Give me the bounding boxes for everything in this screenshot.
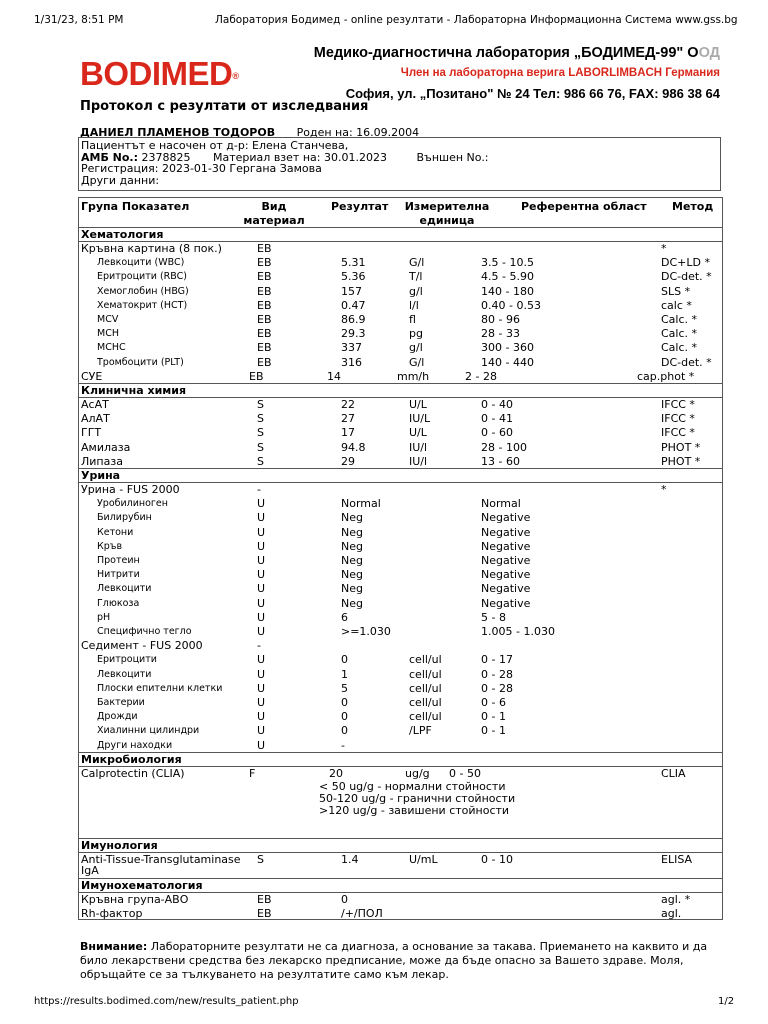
patient-birthdate: Роден на: 16.09.2004 (296, 126, 420, 139)
reference-range: Negative (481, 582, 531, 596)
unit: ug/g (405, 766, 430, 780)
unit: G/l (409, 256, 425, 270)
material-type: U (257, 511, 266, 525)
reference-range: Negative (481, 596, 531, 610)
result-value: 27 (341, 412, 355, 426)
result-value: 14 (327, 369, 341, 383)
unit: g/l (409, 284, 423, 298)
result-value: 0 (341, 696, 348, 709)
results-table (78, 197, 723, 920)
test-name: АлАТ (81, 412, 110, 426)
test-name: Еритроцити (97, 654, 157, 666)
material-type: U (257, 653, 266, 667)
test-name: ГГТ (81, 426, 102, 440)
test-name: Тромбоцити (PLT) (97, 356, 184, 368)
col-header-type: Вид материал (243, 200, 305, 227)
warning-note (80, 940, 725, 982)
result-value: 94.8 (341, 440, 366, 454)
header-divider (79, 227, 722, 228)
material-type: U (257, 724, 266, 738)
material-type: EB (257, 242, 272, 255)
unit: U/L (409, 426, 427, 440)
reference-range: 2 - 28 (465, 369, 497, 383)
lab-header (314, 44, 720, 103)
method: Calc. * (661, 313, 698, 326)
reference-range: 140 - 180 (481, 284, 534, 298)
test-name: Плоски епителни клетки (97, 682, 223, 694)
reference-range: 5 - 8 (481, 610, 506, 624)
material-type: U (257, 738, 266, 752)
result-value: 29.3 (341, 327, 366, 341)
reference-range: 28 - 100 (481, 440, 527, 454)
test-name: Нитрити (97, 569, 140, 581)
result-value: - (341, 738, 345, 752)
result-value: /+/ПОЛ (341, 907, 383, 921)
amb-label: АМБ No.: (81, 150, 139, 164)
material-type: S (257, 426, 264, 440)
other-data: Други данни: (81, 173, 160, 187)
section-divider (79, 397, 722, 398)
material-type: U (257, 568, 266, 582)
result-value: 86.9 (341, 313, 366, 326)
unit: IU/l (409, 454, 428, 468)
material-type: EB (249, 369, 264, 383)
section-title: Хематология (81, 228, 164, 241)
result-value: 17 (341, 426, 355, 440)
material-type: - (257, 639, 261, 653)
method: CLIA (661, 766, 686, 780)
test-name: Липаза (81, 454, 123, 468)
unit: IU/l (409, 440, 428, 454)
test-name: Глюкоза (97, 597, 140, 609)
col-header-group: Група Показател (81, 200, 190, 213)
method: calc * (661, 298, 692, 312)
patient-name: ДАНИЕЛ ПЛАМЕНОВ ТОДОРОВ (80, 126, 276, 139)
reference-range: 0 - 17 (481, 653, 513, 667)
sample-date: Материал взет на: 30.01.2023 (213, 150, 387, 164)
test-name: Бактерии (97, 697, 145, 708)
unit: cell/ul (409, 681, 442, 695)
reference-range: 0 - 50 (449, 766, 481, 780)
material-type: F (249, 766, 256, 780)
unit: cell/ul (409, 653, 442, 667)
test-name: Левкоцити (WBC) (97, 257, 185, 269)
lab-name: Медико-диагностична лаборатория „БОДИМЕД-99" ООД (313, 45, 720, 61)
external-no: Външен No.: (416, 150, 489, 164)
test-name: Calprotectin (CLIA) (81, 766, 185, 780)
test-name: Левкоцити (97, 668, 152, 680)
test-name: MCHC (97, 342, 126, 354)
result-value: Neg (341, 511, 363, 525)
material-type: U (257, 554, 266, 567)
logo-text: BODIMED (80, 55, 233, 92)
reference-range: Negative (481, 539, 531, 553)
test-name: Амилаза (81, 440, 131, 454)
col-header-result: Резултат (331, 200, 389, 213)
method: cap.phot * (637, 369, 695, 383)
col-header-ref: Референтна област (521, 200, 647, 213)
result-value: 5.31 (341, 256, 366, 270)
result-value: 0 (341, 893, 348, 906)
result-value: Neg (341, 525, 363, 539)
reference-range: 0 - 41 (481, 412, 513, 426)
material-type: EB (257, 341, 272, 355)
result-value: Neg (341, 568, 363, 582)
method: Calc. * (661, 341, 698, 355)
test-name: Седимент - FUS 2000 (81, 639, 203, 653)
test-name: Еритроцити (RBC) (97, 271, 187, 283)
material-type: EB (257, 284, 272, 298)
material-type: U (257, 582, 266, 596)
material-type: S (257, 412, 264, 426)
warning-label: Внимание: (80, 940, 148, 953)
material-type: U (257, 525, 266, 539)
reference-range: 0 - 28 (481, 667, 513, 681)
reference-range: 13 - 60 (481, 454, 520, 468)
result-value: 1.4 (341, 853, 359, 866)
method: agl. (661, 907, 682, 921)
warning-text: Лабораторните резултати не са диагноза, а основание за такава. Приемането на каквито и да било лекарствени средства без лекарско предписание, може да бъде опасно за Вашето здраве. Моля, обръщайте се за тълкуването на резултатите само към лекар. (80, 940, 708, 981)
test-name: Кръвна картина (8 пок.) (81, 242, 222, 255)
print-page-number: 1/2 (718, 996, 735, 1007)
test-name: Anti-Tissue-Transglutaminase (81, 853, 241, 866)
material-type: - (257, 483, 261, 496)
reference-range: 3.5 - 10.5 (481, 256, 534, 270)
material-type: S (257, 440, 264, 454)
col-header-method: Метод (672, 200, 714, 213)
test-name: Специфично тегло (97, 626, 192, 637)
test-name: Протеин (97, 555, 140, 566)
test-name: Левкоцити (97, 583, 152, 595)
method: IFCC * (661, 412, 695, 426)
result-value: 1 (341, 667, 348, 681)
material-type: EB (257, 256, 272, 270)
section-divider (79, 838, 722, 839)
material-type: EB (257, 355, 272, 369)
result-value: Neg (341, 582, 363, 596)
unit: cell/ul (409, 710, 442, 724)
result-value: 6 (341, 610, 348, 624)
unit: l/l (409, 298, 419, 312)
protocol-title: Протокол с резултати от изследвания (80, 99, 369, 114)
result-value: 337 (341, 341, 362, 355)
reference-range: 0.40 - 0.53 (481, 298, 541, 312)
test-name: Урина - FUS 2000 (81, 483, 180, 496)
test-name: Кръв (97, 540, 123, 552)
test-name: Дрожди (97, 711, 138, 723)
test-name: MCH (97, 328, 119, 340)
lab-address: София, ул. „Позитано" № 24 Тел: 986 66 76, FAX: 986 38 64 (345, 86, 720, 101)
material-type: U (257, 667, 266, 681)
registration: Регистрация: 2023-01-30 Гергана Замова (81, 162, 322, 175)
material-type: U (257, 710, 266, 724)
unit: cell/ul (409, 667, 442, 681)
print-datetime: 1/31/23, 8:51 PM (34, 14, 124, 26)
result-value: Neg (341, 554, 363, 567)
unit: pg (409, 327, 423, 341)
reference-range: Negative (481, 568, 531, 582)
result-value: 157 (341, 284, 362, 298)
material-type: S (257, 398, 264, 411)
reference-range: Negative (481, 525, 531, 539)
section-title: Имунохематология (81, 879, 203, 892)
material-type: U (257, 681, 266, 695)
reference-range: 28 - 33 (481, 327, 520, 341)
result-value: 20 (329, 766, 343, 780)
result-value: Normal (341, 497, 381, 511)
result-value: >=1.030 (341, 625, 391, 638)
test-name: Кръвна група-АВО (81, 893, 189, 906)
result-value: 0 (341, 653, 348, 667)
test-name: Уробилиноген (97, 498, 168, 510)
test-name: АсАТ (81, 398, 109, 411)
reference-range: Negative (481, 554, 531, 567)
method: * (661, 242, 667, 255)
method: * (661, 483, 667, 496)
result-value: 5 (341, 681, 348, 695)
reference-range: 0 - 1 (481, 724, 506, 738)
reference-range: 300 - 360 (481, 341, 534, 355)
result-value: 0.47 (341, 298, 366, 312)
unit: T/l (409, 270, 423, 284)
material-type: EB (257, 907, 272, 921)
reference-range: 140 - 440 (481, 355, 534, 369)
result-value: 0 (341, 724, 348, 738)
reference-range: Normal (481, 497, 521, 511)
method: agl. * (661, 893, 691, 906)
amb-number: 2378825 (141, 150, 191, 164)
material-type: U (257, 596, 266, 610)
reference-range: 0 - 28 (481, 681, 513, 695)
result-value: Neg (341, 539, 363, 553)
method: ELISA (661, 853, 693, 866)
lab-member-line: Член на лабораторна верига LABORLIMBACH Германия (400, 67, 720, 79)
material-type: U (257, 539, 266, 553)
reference-range: 0 - 60 (481, 426, 513, 440)
print-page-title: Лаборатория Бодимед - online резултати - Лабораторна Информационна Система www.gss.bg (215, 14, 738, 26)
method: PHOT * (661, 454, 701, 468)
unit: U/mL (409, 853, 438, 866)
section-title: Микробиология (81, 752, 182, 766)
method: DC+LD * (661, 256, 710, 270)
unit: g/l (409, 341, 423, 355)
patient-info-box (78, 137, 721, 191)
method: Calc. * (661, 327, 698, 341)
test-name: Кетони (97, 526, 134, 538)
material-type: EB (257, 327, 272, 341)
material-type: EB (257, 298, 272, 312)
test-name-cont: IgA (81, 864, 99, 877)
unit: fl (409, 313, 416, 326)
material-type: EB (257, 270, 272, 284)
test-name: Билирубин (97, 512, 152, 524)
reference-range: 80 - 96 (481, 313, 520, 326)
test-name: pH (97, 611, 111, 623)
unit: IU/L (409, 412, 431, 426)
test-name: Rh-фактор (81, 907, 143, 921)
method: DC-det. * (661, 270, 712, 284)
section-title: Имунология (81, 839, 158, 852)
test-name: Хематокрит (HCT) (97, 299, 188, 311)
method: DC-det. * (661, 355, 712, 369)
result-value: 316 (341, 355, 362, 369)
unit: cell/ul (409, 696, 442, 709)
test-name: СУЕ (81, 369, 103, 383)
unit: /LPF (409, 724, 432, 738)
test-name: Хемоглобин (HBG) (97, 285, 189, 297)
bodimed-logo (80, 56, 238, 92)
material-type: EB (257, 893, 272, 906)
method: IFCC * (661, 398, 695, 411)
calprotectin-note: < 50 ug/g - нормални стойности (319, 780, 506, 793)
material-type: S (257, 853, 264, 866)
reference-range: Negative (481, 511, 531, 525)
section-title: Урина (81, 469, 121, 482)
material-type: U (257, 696, 266, 709)
test-name: Хиалинни цилиндри (97, 725, 200, 737)
reference-range: 4.5 - 5.90 (481, 270, 534, 284)
calprotectin-note: >120 ug/g - завишени стойности (319, 804, 510, 817)
referred-by: Пациентът е насочен от д-р: Елена Станчева, (81, 139, 349, 152)
method: SLS * (661, 284, 691, 298)
reference-range: 1.005 - 1.030 (481, 625, 555, 638)
material-type: S (257, 454, 264, 468)
result-value: 29 (341, 454, 355, 468)
unit: G/l (409, 355, 425, 369)
reference-range: 0 - 40 (481, 398, 513, 411)
method: PHOT * (661, 440, 701, 454)
calprotectin-note: 50-120 ug/g - гранични стойности (319, 792, 516, 805)
material-type: U (257, 610, 266, 624)
result-value: 22 (341, 398, 355, 411)
unit: U/L (409, 398, 427, 411)
material-type: U (257, 625, 266, 638)
unit: mm/h (397, 369, 430, 383)
registered-mark: ® (232, 71, 239, 81)
method: IFCC * (661, 426, 695, 440)
material-type: U (257, 497, 266, 511)
section-title: Клинична химия (81, 384, 187, 397)
result-value: Neg (341, 596, 363, 610)
reference-range: 0 - 6 (481, 696, 506, 709)
reference-range: 0 - 10 (481, 853, 513, 866)
result-value: 0 (341, 710, 348, 724)
test-name: MCV (97, 314, 119, 325)
print-url: https://results.bodimed.com/new/results_patient.php (34, 996, 299, 1007)
result-value: 5.36 (341, 270, 366, 284)
material-type: EB (257, 313, 272, 326)
col-header-unit: Измерителна единица (404, 200, 490, 227)
section-divider (79, 468, 722, 469)
test-name: Други находки (97, 739, 173, 751)
reference-range: 0 - 1 (481, 710, 506, 724)
